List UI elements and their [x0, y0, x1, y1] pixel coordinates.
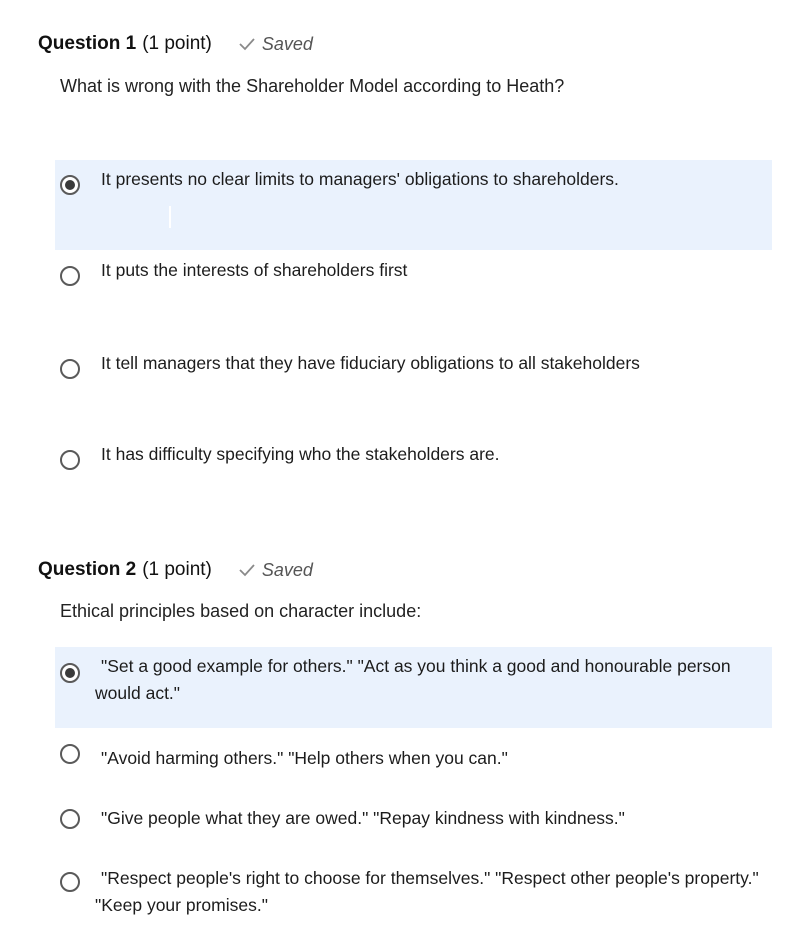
answer-option[interactable]	[55, 345, 772, 405]
answer-option[interactable]	[55, 160, 772, 250]
checkmark-icon	[238, 563, 256, 577]
radio-button[interactable]	[60, 744, 80, 764]
answer-label[interactable]: It puts the interests of shareholders first	[101, 260, 408, 280]
radio-button[interactable]	[60, 450, 80, 470]
text-cursor	[169, 206, 171, 228]
saved-status	[238, 560, 313, 581]
checkmark-icon	[238, 37, 256, 51]
question-1-header	[38, 33, 313, 55]
answer-label[interactable]: "Respect people's right to choose for themselves." "Respect other people's property." "Keep your promises."	[95, 868, 759, 915]
answer-option[interactable]	[55, 858, 772, 928]
saved-label: Saved	[261, 33, 313, 54]
question-2-header	[38, 559, 313, 581]
answer-label[interactable]: "Set a good example for others." "Act as you think a good and honourable person would act."	[95, 656, 731, 703]
answer-option[interactable]	[55, 436, 772, 496]
answer-label[interactable]: It has difficulty specifying who the stakeholders are.	[101, 444, 500, 464]
answer-label[interactable]: It presents no clear limits to managers' obligations to shareholders.	[101, 169, 619, 189]
answer-option[interactable]	[55, 252, 772, 312]
answer-label[interactable]: It tell managers that they have fiduciary obligations to all stakeholders	[101, 353, 640, 373]
question-title: Question 2	[38, 559, 137, 580]
saved-status	[238, 34, 313, 55]
radio-button[interactable]	[60, 175, 80, 195]
radio-button[interactable]	[60, 663, 80, 683]
answer-option[interactable]	[55, 738, 772, 783]
radio-button[interactable]	[60, 266, 80, 286]
answer-label[interactable]: "Give people what they are owed." "Repay kindness with kindness."	[101, 808, 625, 828]
question-1-prompt: What is wrong with the Shareholder Model according to Heath?	[60, 76, 565, 96]
question-2-prompt: Ethical principles based on character include:	[60, 601, 422, 621]
answer-label[interactable]: "Avoid harming others." "Help others when you can."	[101, 748, 508, 768]
question-points: (1 point)	[142, 559, 212, 580]
saved-label: Saved	[261, 559, 313, 580]
radio-button[interactable]	[60, 359, 80, 379]
radio-button[interactable]	[60, 872, 80, 892]
answer-option[interactable]	[55, 798, 772, 843]
question-title: Question 1	[38, 33, 137, 54]
radio-button[interactable]	[60, 809, 80, 829]
answer-option[interactable]	[55, 647, 772, 728]
question-points: (1 point)	[142, 33, 212, 54]
